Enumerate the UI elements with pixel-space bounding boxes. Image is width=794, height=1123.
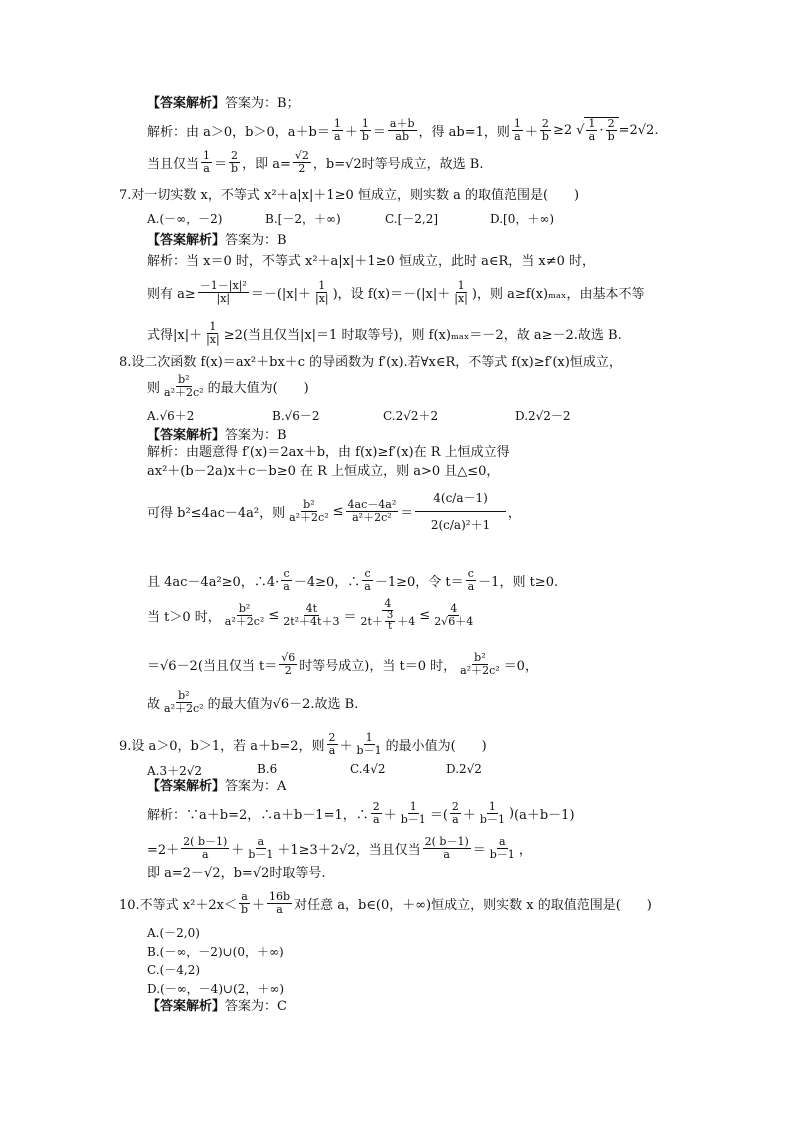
question-9-stem: 9.设 a＞0，b＞1，若 a＋b=2，则 $\frac{2}{a}$ ＋ $\frac{1}{b-1}$ 的最小值为( )	[119, 731, 487, 757]
option-c: C.2√2＋2	[383, 409, 439, 423]
answer-line: 【答案解析】答案为：A	[147, 779, 287, 794]
answer-line	[147, 96, 300, 112]
solution-text: =2√2.	[618, 122, 659, 138]
fraction: $\frac{1}{a}$	[333, 116, 341, 143]
solution-line: 可得 b²≤4ac－4a²，则 $\frac{\text{b²}}{\text{a²＋2c²}}$ ≤ $\frac{\text{4ac－4a²}}{\text{a²＋2c²}}$ ＝ $\frac{4(c/a-1)}{\text{2(c/a)²＋1}}$ ，	[147, 485, 521, 538]
solution-text: 解析：由 a＞0，b＞0，a＋b＝	[147, 124, 330, 140]
question-7-stem: 7.对一切实数 x，不等式 x²＋a|x|＋1≥0 恒成立，则实数 a 的取值范围是( )	[119, 188, 580, 203]
solution-line: 即 a=2－√2，b=√2时取等号.	[147, 866, 326, 881]
fraction: $\frac{a+b}{ab}$	[389, 116, 415, 143]
solution-line: 解析：由题意得 f′(x)＝2ax＋b，由 f(x)≥f′(x)在 R 上恒成立得	[147, 445, 510, 460]
solution-line: ax²＋(b－2a)x＋c－b≥0 在 R 上恒成立，则 a>0 且△≤0，	[147, 464, 500, 479]
question-8-stem: 8.设二次函数 f(x)＝ax²＋bx＋c 的导函数为 f′(x).若∀x∈R，不等式 f(x)≥f′(x)恒成立，	[119, 355, 622, 370]
solution-line: ＝√6－2(当且仅当 t＝ $\frac{√6}{2}$ 时等号成立)，当 t＝0 时， $\frac{\text{b²}}{\text{a²＋2c²}}$ ＝0，	[147, 651, 538, 677]
solution-line: 解析：∵a＋b=2，∴a＋b－1=1，∴ $\frac{2}{a}$ ＋ $\frac{1}{b-1}$ ＝( $\frac{2}{a}$ ＋ $\frac{1}{b-1}$ ) (a＋b－1)	[147, 800, 575, 826]
solution-line: 且 4ac－4a²≥0，∴4· $\frac{c}{a}$ －4≥0，∴ $\frac{c}{a}$ －1≥0，令 t＝ $\frac{c}{a}$ －1，则 t≥0.	[147, 567, 559, 593]
option-d: D.2√2	[446, 762, 482, 776]
answer-label: 【答案解析】	[147, 96, 226, 111]
option-a: A.3＋2√2	[147, 764, 203, 778]
solution-line: 当且仅当 $\frac{1}{a}$ ＝ $\frac{2}{b}$ ，即 a= $\frac{√2}{2}$ ，b=√2时等号成立，故选 B.	[147, 149, 484, 175]
solution-line: 则有 a≥ $\frac{\text{－1－|x|²}}{|x|}$ ＝－(|x|＋ $\frac{1}{|x|}$ )，设 f(x)＝－(|x|＋ $\frac{1}{|x|}$ )，则 a≥f(x)ₘₐₓ，由基本不等	[147, 279, 645, 305]
option-a: A.(－2,0)	[147, 926, 200, 940]
option-c: C.[－2,2]	[385, 212, 439, 226]
question-8-stem: 则 $\frac{\text{b²}}{\text{a²＋2c²}}$ 的最大值为( )	[147, 373, 309, 399]
answer-line: 【答案解析】答案为：C	[147, 999, 287, 1014]
option-a: A.√6＋2	[147, 409, 195, 423]
fraction: $\frac{1}{a}$	[513, 116, 521, 143]
fraction: $\frac{2}{b}$	[541, 116, 549, 143]
solution-line: 故 $\frac{\text{b²}}{\text{a²＋2c²}}$ 的最大值为√6－2.故选 B.	[147, 689, 359, 715]
fraction: $\frac{1}{b}$	[361, 116, 369, 143]
solution-line: 当 t＞0 时， $\frac{\text{b²}}{\text{a²＋2c²}}$ ≤ $\frac{4t}{\text{2t²＋4t＋3}}$ ＝ 4 2t＋ $\frac{3}{t}$ ＋4 ≤ $\frac{4}{2√6+4}$	[147, 597, 474, 632]
solution-text: ，得 ab=1，则	[418, 124, 510, 140]
option-b: B.6	[257, 762, 278, 776]
option-a: A.(－∞，－2)	[147, 212, 223, 226]
solution-line: 解析：当 x＝0 时，不等式 x²＋a|x|＋1≥0 恒成立，此时 a∈R，当 x≠0 时，	[147, 254, 596, 269]
option-d: D.[0，＋∞)	[490, 212, 555, 226]
solution-text: ≥2	[552, 122, 573, 138]
option-b: B.[－2，＋∞)	[265, 212, 341, 226]
option-d: D.(－∞，－4)∪(2，＋∞)	[147, 982, 285, 996]
answer-line: 【答案解析】答案为：B	[147, 233, 287, 248]
option-c: C.(－4,2)	[147, 963, 201, 977]
solution-line: 解析：由 a＞0，b＞0，a＋b＝ $\frac{1}{a}$ ＋ $\frac{1}{b}$ ＝ $\frac{a+b}{ab}$ ，得 ab=1，则 $\frac{1}{a}$ ＋ $\frac{2}{b}$ ≥2 √ $\frac{1}{a}$ · $\frac{2}{b}$ =2√2.	[147, 116, 659, 143]
option-b: B.(－∞，－2)∪(0，＋∞)	[147, 945, 284, 959]
question-10-stem: 10.不等式 x²＋2x＜ $\frac{a}{b}$ ＋ $\frac{16b}{a}$ 对任意 a，b∈(0，＋∞)恒成立，则实数 x 的取值范围是( )	[119, 890, 652, 916]
option-d: D.2√2－2	[515, 409, 571, 423]
solution-line: 式得|x|＋ $\frac{1}{|x|}$ ≥2(当且仅当|x|＝1 时取等号)，则 f(x)ₘₐₓ＝－2，故 a≥－2.故选 B.	[147, 320, 622, 346]
answer-text: 答案为：B；	[225, 96, 300, 111]
solution-line: =2＋ $\frac{2( b-1)}{a}$ ＋ $\frac{a}{b-1}$ ＋1≥3＋2√2，当且仅当 $\frac{2( b-1)}{a}$ ＝ $\frac{a}{b-1}$ ，	[147, 835, 532, 861]
answer-line: 【答案解析】答案为：B	[147, 428, 287, 443]
option-b: B.√6－2	[272, 409, 320, 423]
option-c: C.4√2	[350, 762, 386, 776]
